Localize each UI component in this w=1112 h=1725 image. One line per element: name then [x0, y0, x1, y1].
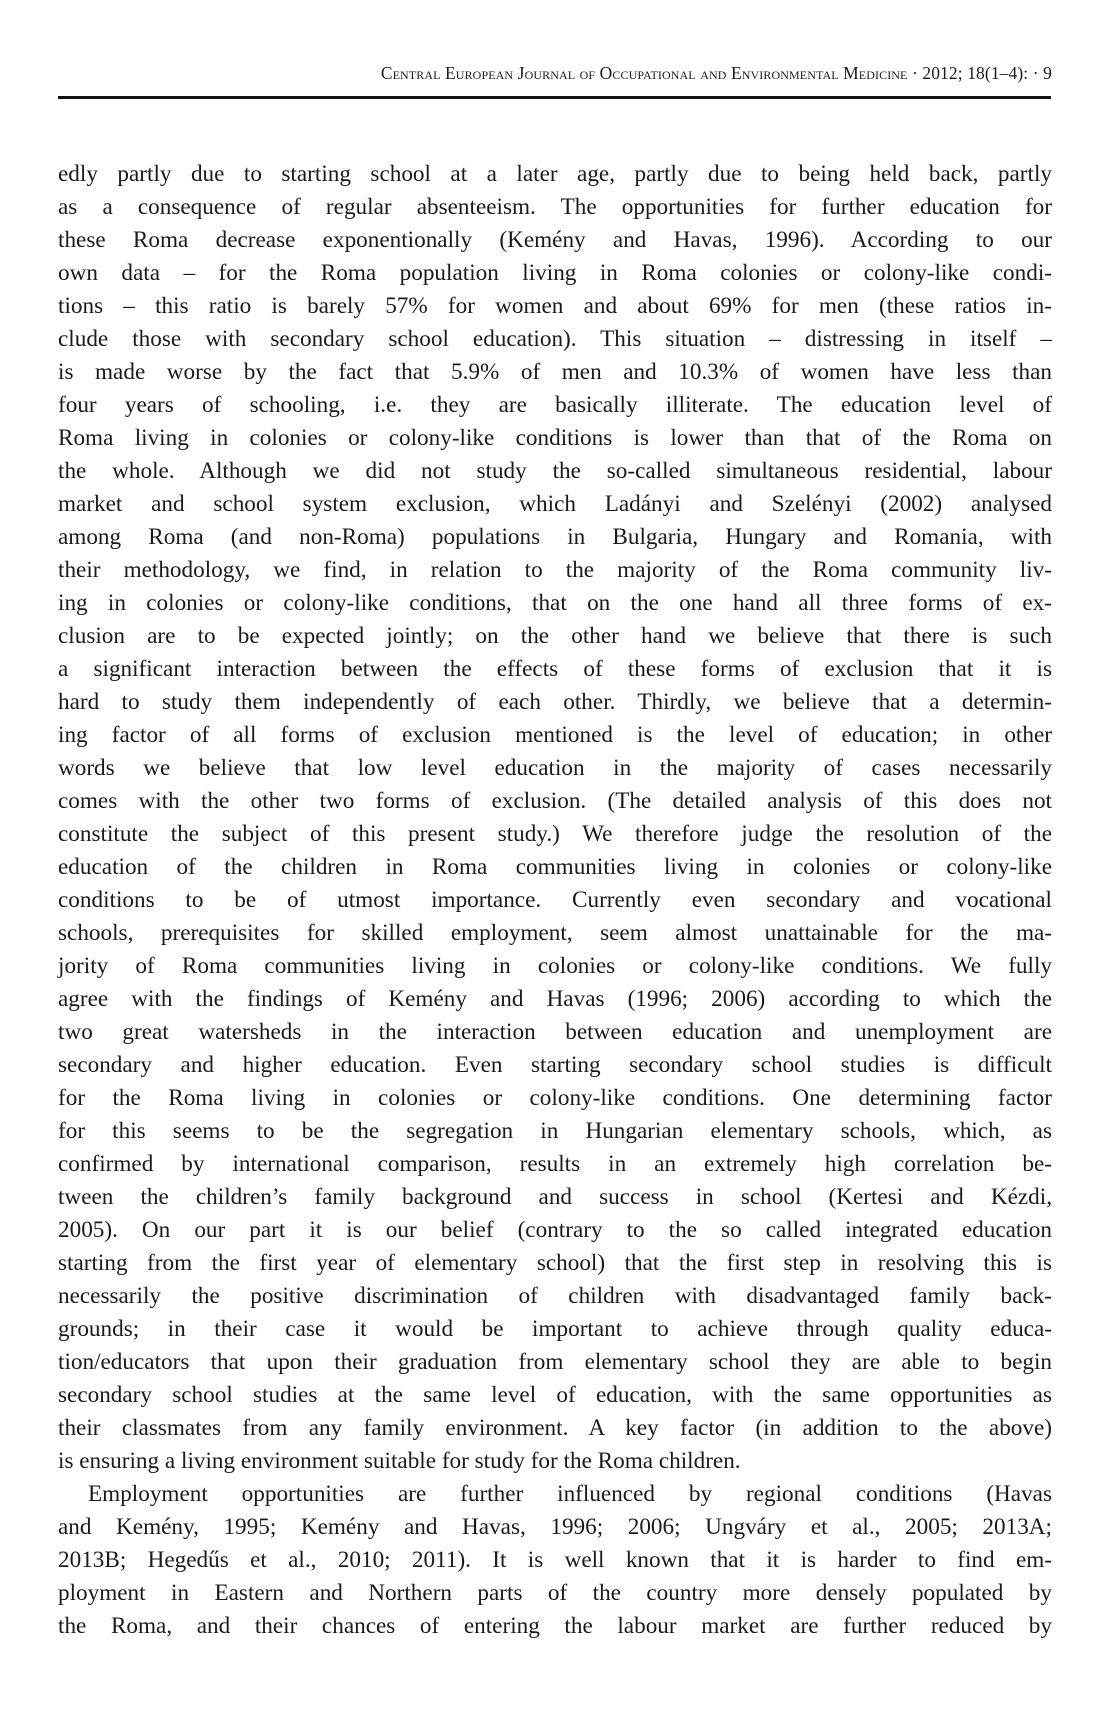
text-line: conditions to be of utmost importance. Currently even secondary and vocational: [58, 887, 1052, 913]
text-line: these Roma decrease exponentionally (Kemény and Havas, 1996). According to our: [58, 227, 1052, 253]
text-line: 2013B; Hegedűs et al., 2010; 2011). It is well known that it is harder to find em-: [58, 1547, 1052, 1573]
text-line: ing factor of all forms of exclusion mentioned is the level of education; in other: [58, 722, 1052, 748]
text-line: own data – for the Roma population living in Roma colonies or colony-like condi-: [58, 260, 1052, 286]
text-line: is made worse by the fact that 5.9% of men and 10.3% of women have less than: [58, 359, 1052, 385]
text-line: ing in colonies or colony-like conditions, that on the one hand all three forms of ex-: [58, 590, 1052, 616]
text-line: grounds; in their case it would be important to achieve through quality educa-: [58, 1316, 1052, 1342]
text-line: 2005). On our part it is our belief (contrary to the so called integrated education: [58, 1217, 1052, 1243]
text-line: edly partly due to starting school at a later age, partly due to being held back, partly: [58, 161, 1052, 187]
text-line: their methodology, we find, in relation to the majority of the Roma community liv-: [58, 557, 1052, 583]
text-line: secondary and higher education. Even starting secondary school studies is difficult: [58, 1052, 1052, 1078]
text-line: Roma living in colonies or colony-like conditions is lower than that of the Roma on: [58, 425, 1052, 451]
text-line: schools, prerequisites for skilled employment, seem almost unattainable for the ma-: [58, 920, 1052, 946]
paragraph-2: [58, 1478, 1052, 1643]
text-line: hard to study them independently of each other. Thirdly, we believe that a determin-: [58, 689, 1052, 715]
text-line: among Roma (and non-Roma) populations in Bulgaria, Hungary and Romania, with: [58, 524, 1052, 550]
text-line: constitute the subject of this present study.) We therefore judge the resolution of the: [58, 821, 1052, 847]
header-rule: [58, 96, 1051, 99]
text-line: necessarily the positive discrimination of children with disadvantaged family back-: [58, 1283, 1052, 1309]
text-line: two great watersheds in the interaction between education and unemployment are: [58, 1019, 1052, 1045]
paragraph-1: [58, 158, 1052, 1478]
text-line: and Kemény, 1995; Kemény and Havas, 1996; 2006; Ungváry et al., 2005; 2013A;: [58, 1514, 1052, 1540]
text-line: their classmates from any family environment. A key factor (in addition to the above): [58, 1415, 1052, 1441]
text-line: secondary school studies at the same level of education, with the same opportunities as: [58, 1382, 1052, 1408]
running-header: Central European Journal of Occupational and Environmental Medicine · 2012; 18(1–4): · 9: [380, 63, 1052, 83]
text-line: market and school system exclusion, which Ladányi and Szelényi (2002) analysed: [58, 491, 1052, 517]
text-line: tions – this ratio is barely 57% for women and about 69% for men (these ratios in-: [58, 293, 1052, 319]
text-line: clusion are to be expected jointly; on the other hand we believe that there is such: [58, 623, 1052, 649]
text-line: education of the children in Roma communities living in colonies or colony-like: [58, 854, 1052, 880]
text-line: tween the children’s family background and success in school (Kertesi and Kézdi,: [58, 1184, 1052, 1210]
text-line: jority of Roma communities living in colonies or colony-like conditions. We fully: [58, 953, 1052, 979]
text-line: clude those with secondary school education). This situation – distressing in itself –: [58, 326, 1052, 352]
text-line: the Roma, and their chances of entering the labour market are further reduced by: [58, 1613, 1052, 1639]
text-line: ployment in Eastern and Northern parts of the country more densely populated by: [58, 1580, 1052, 1606]
text-line: words we believe that low level education in the majority of cases necessarily: [58, 755, 1052, 781]
text-line: confirmed by international comparison, results in an extremely high correlation be-: [58, 1151, 1052, 1177]
text-line: four years of schooling, i.e. they are basically illiterate. The education level of: [58, 392, 1052, 418]
text-line: the whole. Although we did not study the so-called simultaneous residential, labour: [58, 458, 1052, 484]
text-line: is ensuring a living environment suitable for study for the Roma children.: [58, 1448, 741, 1474]
body-text: [58, 158, 1052, 1643]
text-line: a significant interaction between the effects of these forms of exclusion that it is: [58, 656, 1052, 682]
text-line: Employment opportunities are further influenced by regional conditions (Havas: [88, 1481, 1052, 1507]
text-line: for this seems to be the segregation in Hungarian elementary schools, which, as: [58, 1118, 1052, 1144]
text-line: tion/educators that upon their graduation from elementary school they are able to begin: [58, 1349, 1052, 1375]
text-line: starting from the first year of elementary school) that the first step in resolving this is: [58, 1250, 1052, 1276]
text-line: agree with the findings of Kemény and Havas (1996; 2006) according to which the: [58, 986, 1052, 1012]
text-line: comes with the other two forms of exclusion. (The detailed analysis of this does not: [58, 788, 1052, 814]
text-line: for the Roma living in colonies or colony-like conditions. One determining factor: [58, 1085, 1052, 1111]
text-line: as a consequence of regular absenteeism. The opportunities for further education for: [58, 194, 1052, 220]
